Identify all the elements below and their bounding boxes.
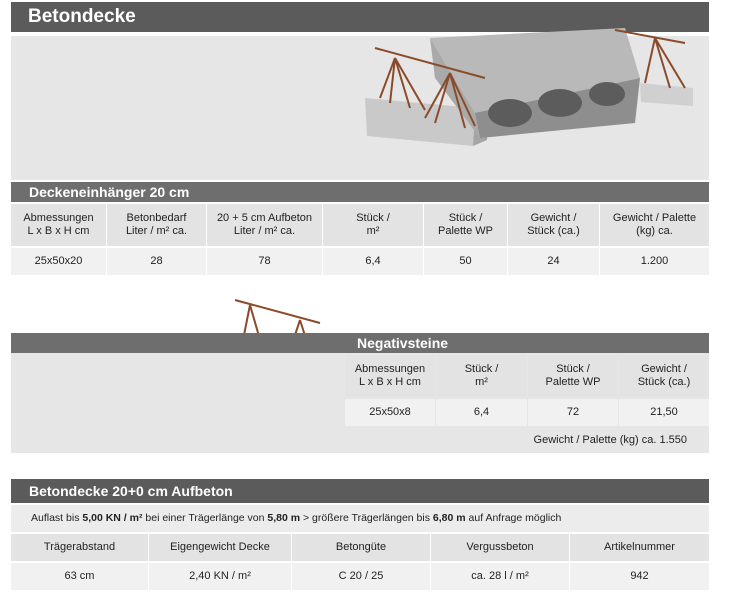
section2-header-cell: Gewicht / Stück (ca.) [619,355,709,397]
section1-header-cell: Stück / m² [323,204,423,246]
section3-heading: Betondecke 20+0 cm Aufbeton [29,483,233,499]
section1-value-cell: 28 [107,248,206,275]
section3-note-row [11,505,709,532]
section2-header-cell: Abmessungen L x B x H cm [345,355,435,397]
section1-heading: Deckeneinhänger 20 cm [29,184,190,200]
section2-footer: Gewicht / Palette (kg) ca. 1.550 [533,433,687,446]
section2-value-cell: 72 [528,399,618,426]
section2-value-cell: 21,50 [619,399,709,426]
section1-header-cell: Gewicht / Palette (kg) ca. [600,204,709,246]
section3-value-cell: 63 cm [11,563,148,590]
section1-header-cell: Stück / Palette WP [424,204,507,246]
section2-value-cell: 6,4 [436,399,527,426]
section3-header-cell: Trägerabstand [11,534,148,561]
page-title: Betondecke [28,6,136,27]
section3-value-cell: ca. 28 l / m² [431,563,569,590]
section1-heading-bar [11,182,709,202]
section1-value-cell: 1.200 [600,248,709,275]
section3-value-cell: 2,40 KN / m² [149,563,291,590]
section2-value-cell: 25x50x8 [345,399,435,426]
section2-heading-bar [11,333,709,353]
section3-header-cell: Eigengewicht Decke [149,534,291,561]
section1-value-cell: 50 [424,248,507,275]
section3-value-cell: 942 [570,563,709,590]
section2-header-cell: Stück / m² [436,355,527,397]
section3-header-cell: Artikelnummer [570,534,709,561]
section1-header-cell: 20 + 5 cm Aufbeton Liter / m² ca. [207,204,322,246]
section1-value-cell: 78 [207,248,322,275]
section2-heading: Negativsteine [357,335,449,351]
ceiling-block-image [355,18,700,168]
section2-header-cell: Stück / Palette WP [528,355,618,397]
section1-value-cell: 6,4 [323,248,423,275]
section1-header-cell: Betonbedarf Liter / m² ca. [107,204,206,246]
section3-note: Auflast bis 5,00 KN / m² bei einer Trägerlänge von 5,80 m > größere Trägerlängen bis 6,80 m auf Anfrage möglich [31,512,562,524]
section1-header-cell: Gewicht / Stück (ca.) [508,204,599,246]
section1-value-cell: 25x50x20 [11,248,106,275]
section3-value-cell: C 20 / 25 [292,563,430,590]
section1-value-cell: 24 [508,248,599,275]
section1-header-cell: Abmessungen L x B x H cm [11,204,106,246]
section3-header-cell: Vergussbeton [431,534,569,561]
section3-header-cell: Betongüte [292,534,430,561]
section3-heading-bar [11,479,709,503]
